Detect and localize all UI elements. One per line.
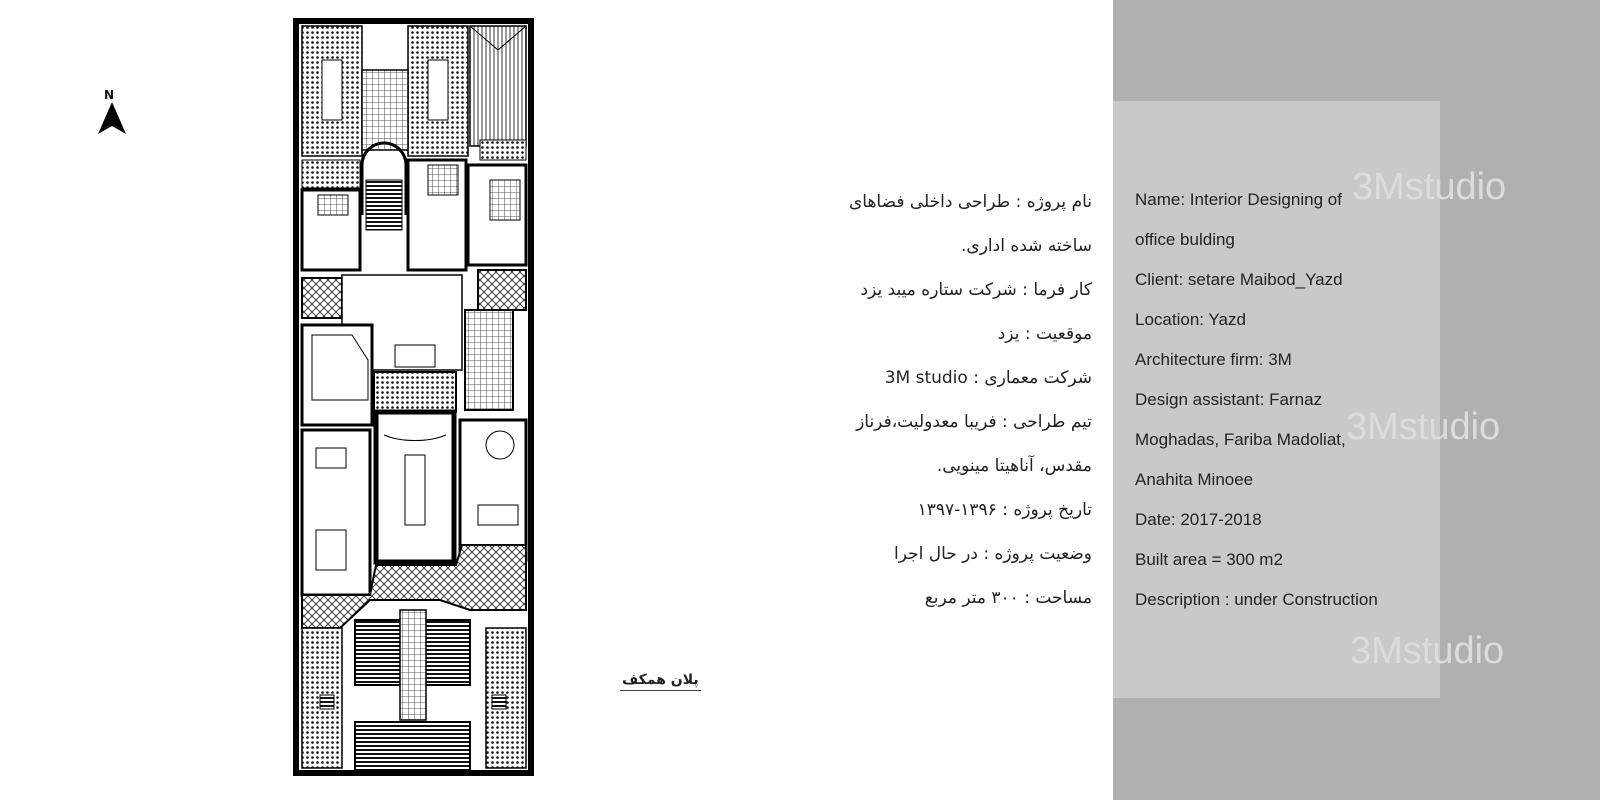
watermark: 3Mstudio: [1350, 630, 1505, 672]
plan-title: پلان همکف: [620, 672, 701, 691]
english-info-line: Client: setare Maibod_Yazd: [1135, 270, 1343, 289]
persian-info-line: تیم طراحی : فریبا معدولیت،فرناز: [856, 412, 1092, 432]
persian-info-panel: [800, 180, 1092, 620]
english-info-line: Anahita Minoee: [1135, 470, 1254, 489]
persian-info-line: وضعیت پروژه : در حال اجرا: [893, 544, 1092, 564]
english-info-line: Location: Yazd: [1135, 310, 1246, 329]
persian-info-line: مساحت : ۳۰۰ متر مربع: [924, 588, 1092, 608]
persian-info-line: مقدس، آناهیتا مینویی.: [936, 456, 1092, 476]
persian-info-line: تاریخ پروژه : ۱۳۹۶-۱۳۹۷: [917, 500, 1092, 520]
persian-info-line: موقعیت : یزد: [997, 324, 1092, 344]
watermark: 3Mstudio: [1352, 166, 1507, 208]
watermark: 3Mstudio: [1346, 406, 1501, 448]
north-label: N: [104, 88, 115, 102]
english-info-line: Architecture firm: 3M: [1135, 350, 1292, 369]
english-info-line: Built area = 300 m2: [1135, 550, 1283, 569]
english-info-line: office bulding: [1135, 230, 1235, 249]
english-info-line: Design assistant: Farnaz: [1135, 390, 1323, 409]
english-info-panel: [1135, 180, 1435, 620]
english-info-line: Date: 2017-2018: [1135, 510, 1262, 529]
english-info-line: Moghadas, Fariba Madoliat,: [1135, 430, 1346, 449]
persian-info-line: نام پروژه : طراحی داخلی فضاهای: [848, 192, 1092, 212]
english-info-line: Name: Interior Designing of: [1135, 190, 1342, 209]
persian-info-line: ساخته شده اداری.: [961, 236, 1092, 256]
english-info-line: Description : under Construction: [1135, 590, 1378, 609]
persian-info-line: شرکت معماری : 3M studio: [884, 368, 1092, 388]
persian-info-line: کار فرما : شرکت ستاره میبد یزد: [860, 280, 1092, 300]
